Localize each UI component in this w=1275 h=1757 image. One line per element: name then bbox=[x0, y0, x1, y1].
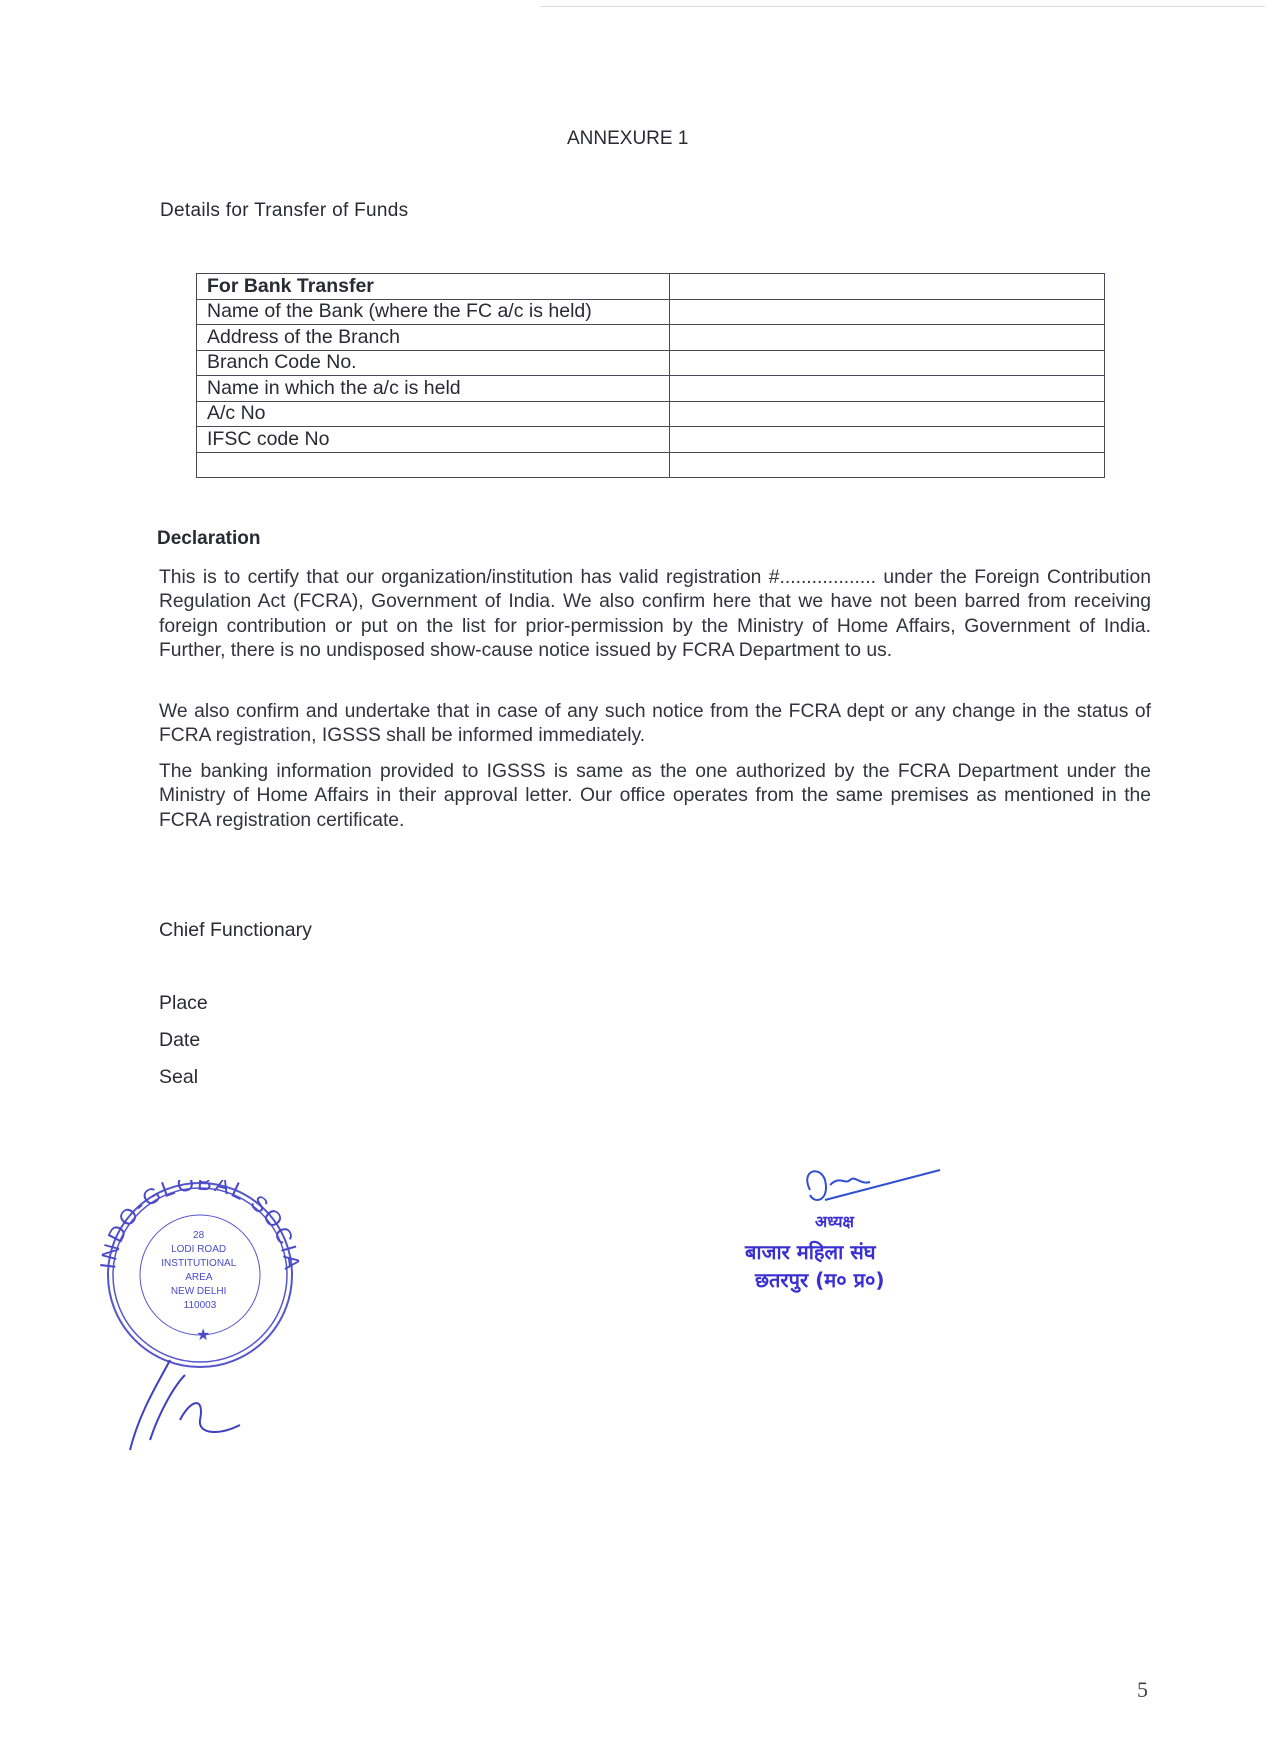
seal-icon bbox=[90, 1180, 320, 1460]
row-value[interactable] bbox=[670, 452, 1105, 478]
table-row bbox=[197, 299, 1105, 325]
table-row bbox=[197, 325, 1105, 351]
row-label: Name of the Bank (where the FC a/c is held) bbox=[197, 299, 670, 325]
table-row bbox=[197, 376, 1105, 402]
row-label: Branch Code No. bbox=[197, 350, 670, 376]
row-value[interactable] bbox=[670, 274, 1105, 300]
declaration-paragraph: This is to certify that our organization/institution has valid registration #.................. under the Foreign Contribution Regulation Act (FCRA), Government of India. We also confirm here that we have not been barred from receiving foreign contribution or put on the list for prior-permission by the Ministry of Home Affairs, Government of India. Further, there is no undisposed show-cause notice issued by FCRA Department to us. bbox=[159, 567, 1151, 662]
row-label: For Bank Transfer bbox=[197, 274, 670, 300]
svg-text:★: ★ bbox=[196, 1327, 211, 1344]
bank-transfer-table bbox=[196, 273, 1105, 478]
hindi-stamp-line3: छतरपुर (म० प्र०) bbox=[755, 1268, 885, 1292]
row-value[interactable] bbox=[670, 376, 1105, 402]
row-value[interactable] bbox=[670, 401, 1105, 427]
row-label: Name in which the a/c is held bbox=[197, 376, 670, 402]
table-row bbox=[197, 350, 1105, 376]
row-value[interactable] bbox=[670, 325, 1105, 351]
table-row bbox=[197, 452, 1105, 478]
declaration-paragraph: We also confirm and undertake that in case of any such notice from the FCRA dept or any change in the status of FCRA registration, IGSSS shall be informed immediately. bbox=[159, 701, 1151, 747]
svg-text:INDO-GLOBAL SOCIAL SERVICE SOC: INDO-GLOBAL SOCIA bbox=[95, 1180, 306, 1273]
scan-edge-line bbox=[540, 6, 1265, 7]
declaration-heading: Declaration bbox=[157, 528, 261, 549]
row-value[interactable] bbox=[670, 350, 1105, 376]
row-label: Address of the Branch bbox=[197, 325, 670, 351]
row-value[interactable] bbox=[670, 427, 1105, 453]
row-label: IFSC code No bbox=[197, 427, 670, 453]
organization-seal-stamp bbox=[90, 1180, 320, 1465]
table-row bbox=[197, 274, 1105, 300]
chief-functionary-label: Chief Functionary bbox=[159, 919, 312, 941]
table-row bbox=[197, 401, 1105, 427]
section-subtitle: Details for Transfer of Funds bbox=[160, 200, 409, 221]
hindi-stamp-line1: अध्यक्ष bbox=[815, 1212, 854, 1231]
signature-hindi-stamp bbox=[730, 1160, 950, 1292]
row-label: A/c No bbox=[197, 401, 670, 427]
date-label: Date bbox=[159, 1029, 201, 1051]
hindi-stamp-line2: बाजार महिला संघ bbox=[745, 1240, 876, 1264]
row-value[interactable] bbox=[670, 299, 1105, 325]
seal-label: Seal bbox=[159, 1066, 199, 1088]
row-label bbox=[197, 452, 670, 478]
page-number: 5 bbox=[1137, 1677, 1148, 1702]
svg-text:28 LODI ROAD INSTI: 28 LODI ROAD INSTITUTIONAL AREA NEW DELHI 110003 bbox=[161, 1230, 236, 1311]
declaration-paragraph: The banking information provided to IGSSS is same as the one authorized by the FCRA Department under the Ministry of Home Affairs in their approval letter. Our office operates from the same premises as mentioned in the FCRA registration certificate. bbox=[159, 761, 1151, 831]
place-label: Place bbox=[159, 992, 208, 1014]
table-row bbox=[197, 427, 1105, 453]
